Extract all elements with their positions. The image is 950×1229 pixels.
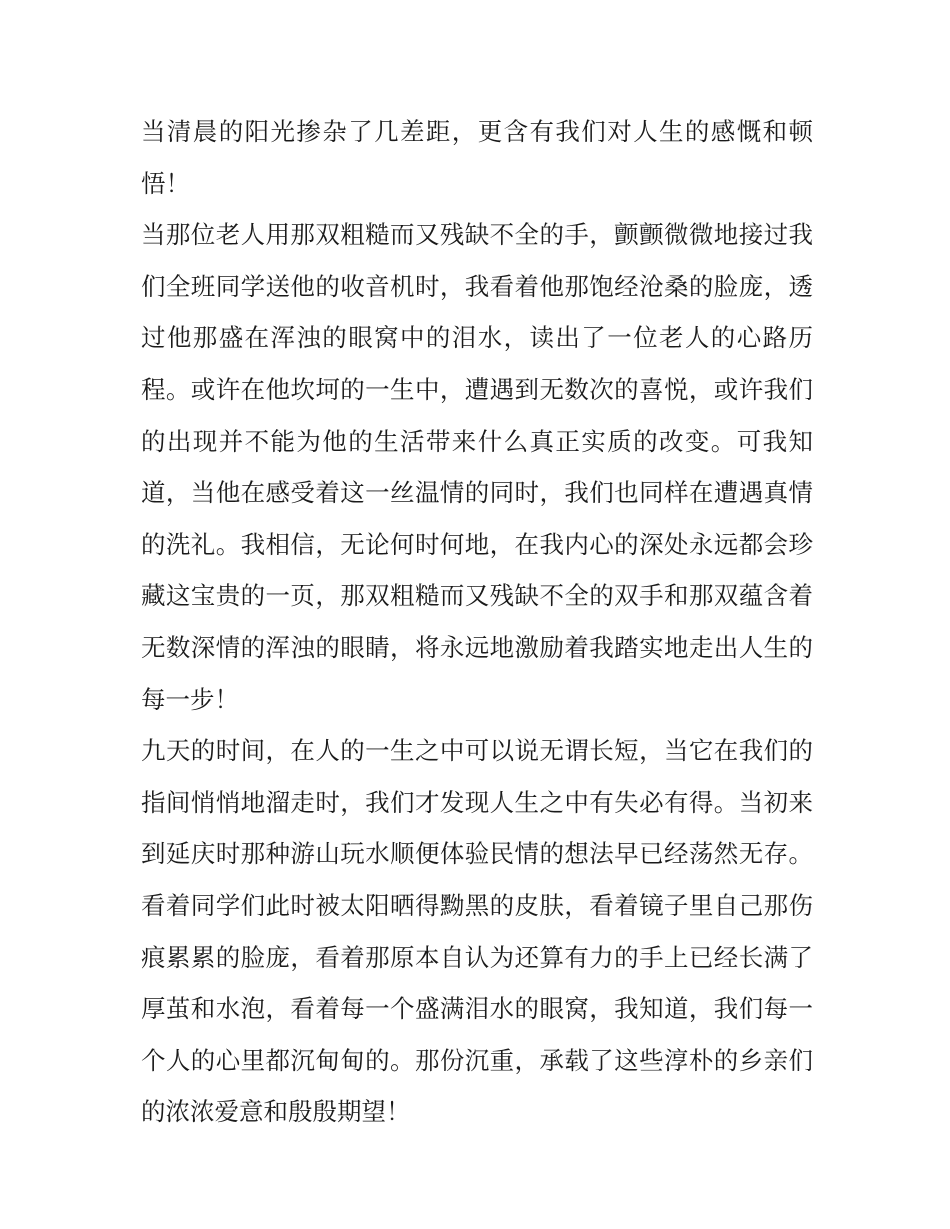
document-body xyxy=(141,106,813,1138)
paragraph-1: 当清晨的阳光掺杂了几差距，更含有我们对人生的感慨和顿悟！ xyxy=(141,117,813,198)
paragraph-2: 当那位老人用那双粗糙而又残缺不全的手，颤颤微微地接过我们全班同学送他的收音机时，我看着他那饱经沧桑的脸庞，透过他那盛在浑浊的眼窝中的泪水，读出了一位老人的心路历程。或许在他坎坷的一生中，遭遇到无数次的喜悦，或许我们的出现并不能为他的生活带来什么真正实质的改变。可我知道，当他在感受着这一丝温情的同时，我们也同样在遭遇真情的洗礼。我相信，无论何时何地，在我内心的深处永远都会珍藏这宝贵的一页，那双粗糙而又残缺不全的双手和那双蕴含着无数深情的浑浊的眼睛，将永远地激励着我踏实地走出人生的每一步！ xyxy=(141,220,813,714)
paragraph-3: 九天的时间，在人的一生之中可以说无谓长短，当它在我们的指间悄悄地溜走时，我们才发现人生之中有失必有得。当初来到延庆时那种游山玩水顺便体验民情的想法早已经荡然无存。看着同学们此时被太阳晒得黝黑的皮肤，看着镜子里自己那伤痕累累的脸庞，看着那原本自认为还算有力的手上已经长满了厚茧和水泡，看着每一个盛满泪水的眼窝，我知道，我们每一个人的心里都沉甸甸的。那份沉重，承载了这些淳朴的乡亲们的浓浓爱意和殷殷期望！ xyxy=(141,736,813,1127)
